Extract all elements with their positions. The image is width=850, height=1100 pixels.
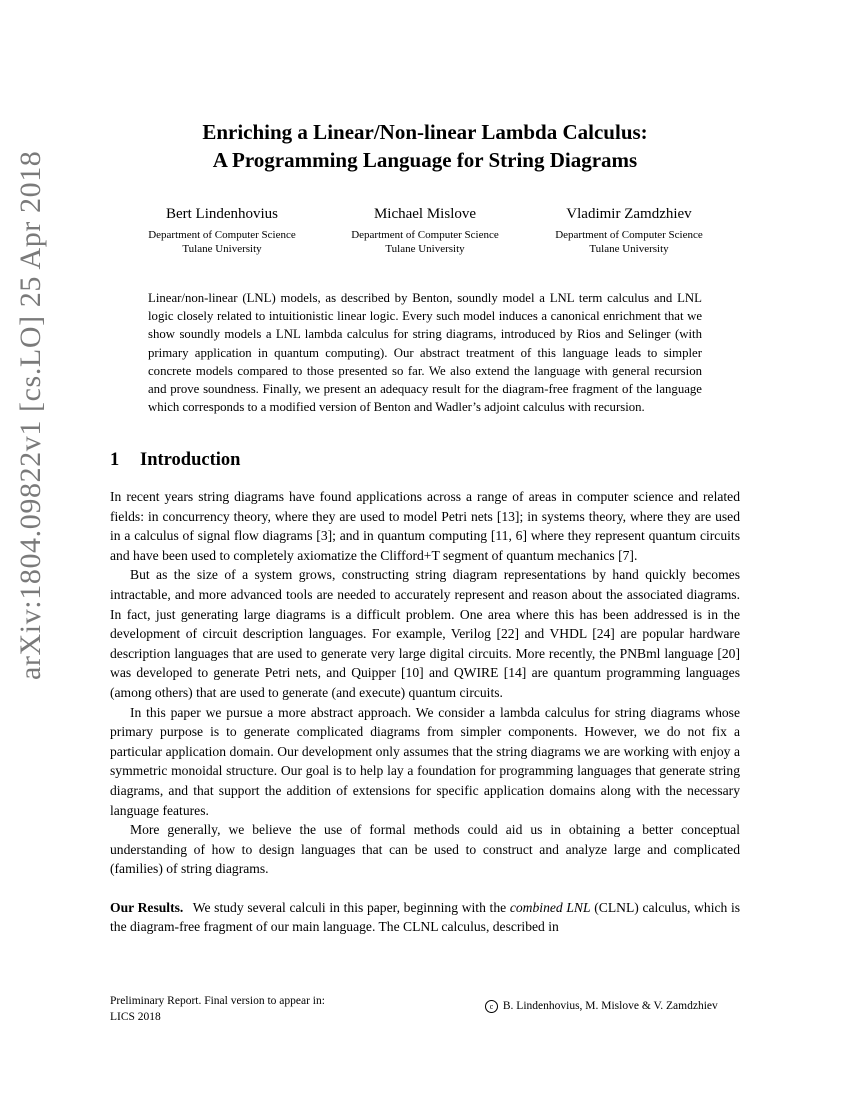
copyright-holders: B. Lindenhovius, M. Mislove & V. Zamdzhiev: [502, 1000, 718, 1012]
author-name: Bert Lindenhovius: [165, 206, 279, 222]
author-department: Department of Computer Science: [148, 229, 296, 241]
author-3: [529, 204, 729, 256]
arxiv-identifier-stamp: arXiv:1804.09822v1 [cs.LO] 25 Apr 2018: [14, 150, 47, 680]
paper-title: [0, 118, 850, 174]
footer-line: LICS 2018: [110, 1011, 161, 1023]
title-line-2: A Programming Language for String Diagrams: [212, 148, 638, 172]
copyright-icon: c: [485, 1000, 498, 1013]
author-university: Tulane University: [182, 242, 262, 255]
title-line-1: Enriching a Linear/Non-linear Lambda Calculus:: [202, 120, 648, 144]
section-title: Introduction: [140, 450, 241, 470]
author-2: [325, 204, 525, 256]
results-emphasis: combined LNL: [509, 899, 591, 915]
results-text: We study several calculi in this paper, beginning with the: [192, 899, 507, 915]
footer-copyright: [485, 998, 718, 1014]
author-university: Tulane University: [385, 242, 465, 255]
our-results-paragraph: [110, 898, 740, 937]
section-heading: [110, 450, 240, 471]
author-department: Department of Computer Science: [555, 229, 703, 241]
author-name: Vladimir Zamdzhiev: [566, 206, 692, 222]
author-name: Michael Mislove: [373, 206, 477, 222]
paragraph: In this paper we pursue a more abstract approach. We consider a lambda calculus for string diagrams whose primary purpose is to generate complicated diagrams from simpler components. However, we do not fix a particular application domain. Our development only assumes that the string diagrams we are working with enjoy a symmetric monoidal structure. Our goal is to help lay a foundation for programming languages that generate string diagrams, and that support the addition of extensions for specific application domains along with the necessary language features.: [110, 704, 740, 818]
paragraph: But as the size of a system grows, constructing string diagram representations by hand quickly becomes intractable, and more advanced tools are needed to accurately represent and reason about the associated diagrams. In fact, just generating large diagrams is a difficult problem. One area where this has been addressed is in the development of circuit description languages. For example, Verilog [22] and VHDL [24] are popular hardware description languages that are used to generate very large digital circuits. More recently, the PNBml language [20] was developed to generate Petri nets, and Quipper [10] and QWIRE [14] are quantum programming languages (among others) that are used to generate (and execute) quantum circuits.: [110, 567, 740, 700]
footer-publication-note: [110, 993, 325, 1025]
paragraph: In recent years string diagrams have found applications across a range of areas in computer science and related fields: in concurrency theory, where they are used to model Petri nets [13]; in systems theory, where they are used in a calculus of signal flow diagrams [3]; and in quantum computing [11, 6] where they represent quantum circuits and have been used to completely axiomatize the Clifford+T segment of quantum mechanics [7].: [110, 489, 740, 563]
author-department: Department of Computer Science: [351, 229, 499, 241]
section-number: 1: [110, 450, 120, 470]
our-results-heading: Our Results.: [110, 899, 184, 915]
results-text: (CLNL) calculus, which is the diagram-free fragment of our main language. The CLNL calculus, described in: [110, 899, 741, 935]
abstract: Linear/non-linear (LNL) models, as described by Benton, soundly model a LNL term calculus and LNL logic closely related to intuitionistic linear logic. Every such model induces a canonical enrichment that we show soundly models a LNL lambda calculus for string diagrams, introduced by Rios and Selinger (with primary application in quantum computing). Our abstract treatment of this language leads to simpler concrete models compared to those presented so far. We also extend the language with general recursion and prove soundness. Finally, we present an adequacy result for the diagram-free fragment of the language which corresponds to a modified version of Benton and Wadler’s adjoint calculus with recursion.: [148, 291, 702, 415]
introduction-body: [110, 487, 740, 937]
author-university: Tulane University: [589, 242, 669, 255]
paragraph: More generally, we believe the use of formal methods could aid us in obtaining a better conceptual understanding of how to design languages that can be used to construct and analyze large and complicated (families) of string diagrams.: [110, 822, 740, 877]
footer-line: Preliminary Report. Final version to appear in:: [110, 995, 325, 1007]
author-1: [122, 204, 322, 256]
